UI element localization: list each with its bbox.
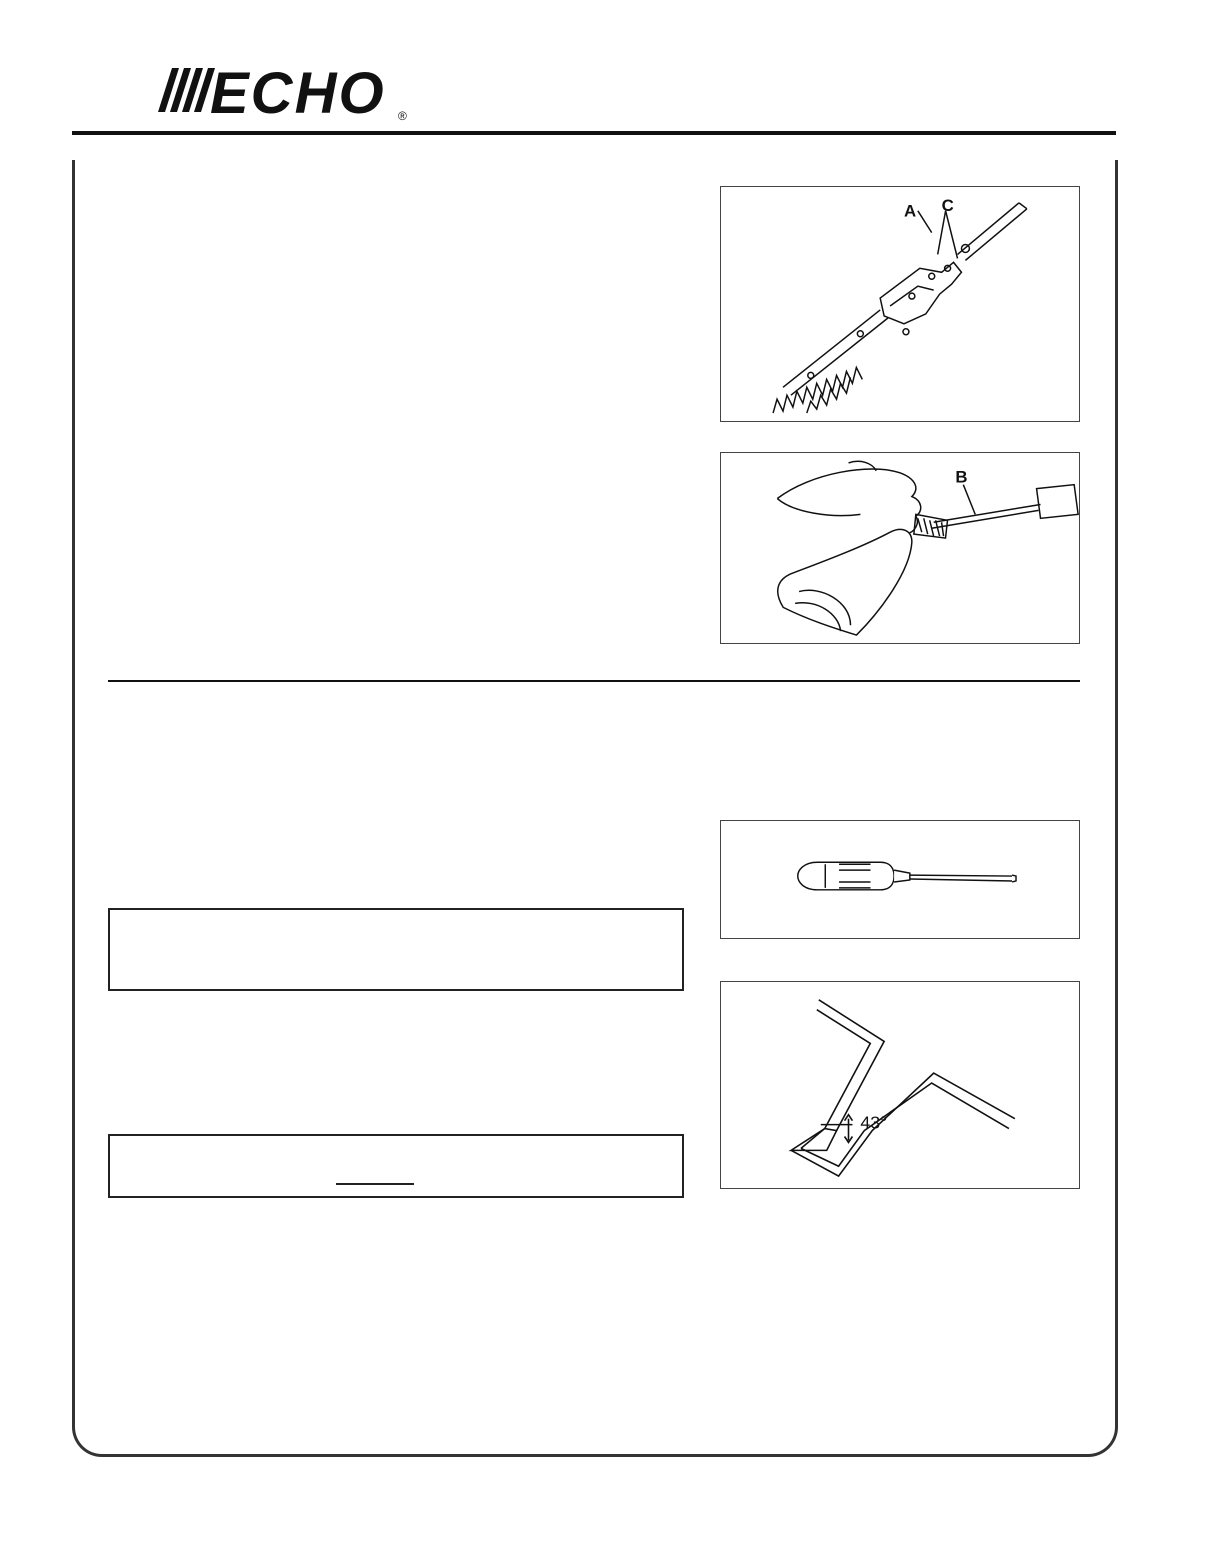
header-rule [72, 131, 1116, 135]
brush-cleaning-illustration [721, 453, 1079, 643]
figure-screwdriver [720, 820, 1080, 939]
figure-blade-angle [720, 981, 1080, 1189]
label-b: B [955, 467, 968, 487]
figure-brush-cleaning [720, 452, 1080, 644]
section-divider [108, 680, 1080, 682]
figure-hedge-trimmer-head [720, 186, 1080, 422]
logo-wordmark: ECHO [210, 62, 386, 124]
label-c: C [941, 195, 954, 215]
underline-mark [336, 1183, 414, 1185]
echo-logo-graphic [150, 62, 415, 124]
echo-logo [150, 62, 415, 124]
label-a: A [903, 201, 917, 221]
hedge-trimmer-illustration [721, 187, 1079, 421]
angle-label: 43° [860, 1112, 888, 1133]
note-box-1 [108, 908, 684, 991]
registered-mark: ® [398, 109, 407, 123]
screwdriver-illustration [721, 821, 1079, 938]
note-box-2 [108, 1134, 684, 1198]
blade-angle-illustration [721, 982, 1079, 1188]
